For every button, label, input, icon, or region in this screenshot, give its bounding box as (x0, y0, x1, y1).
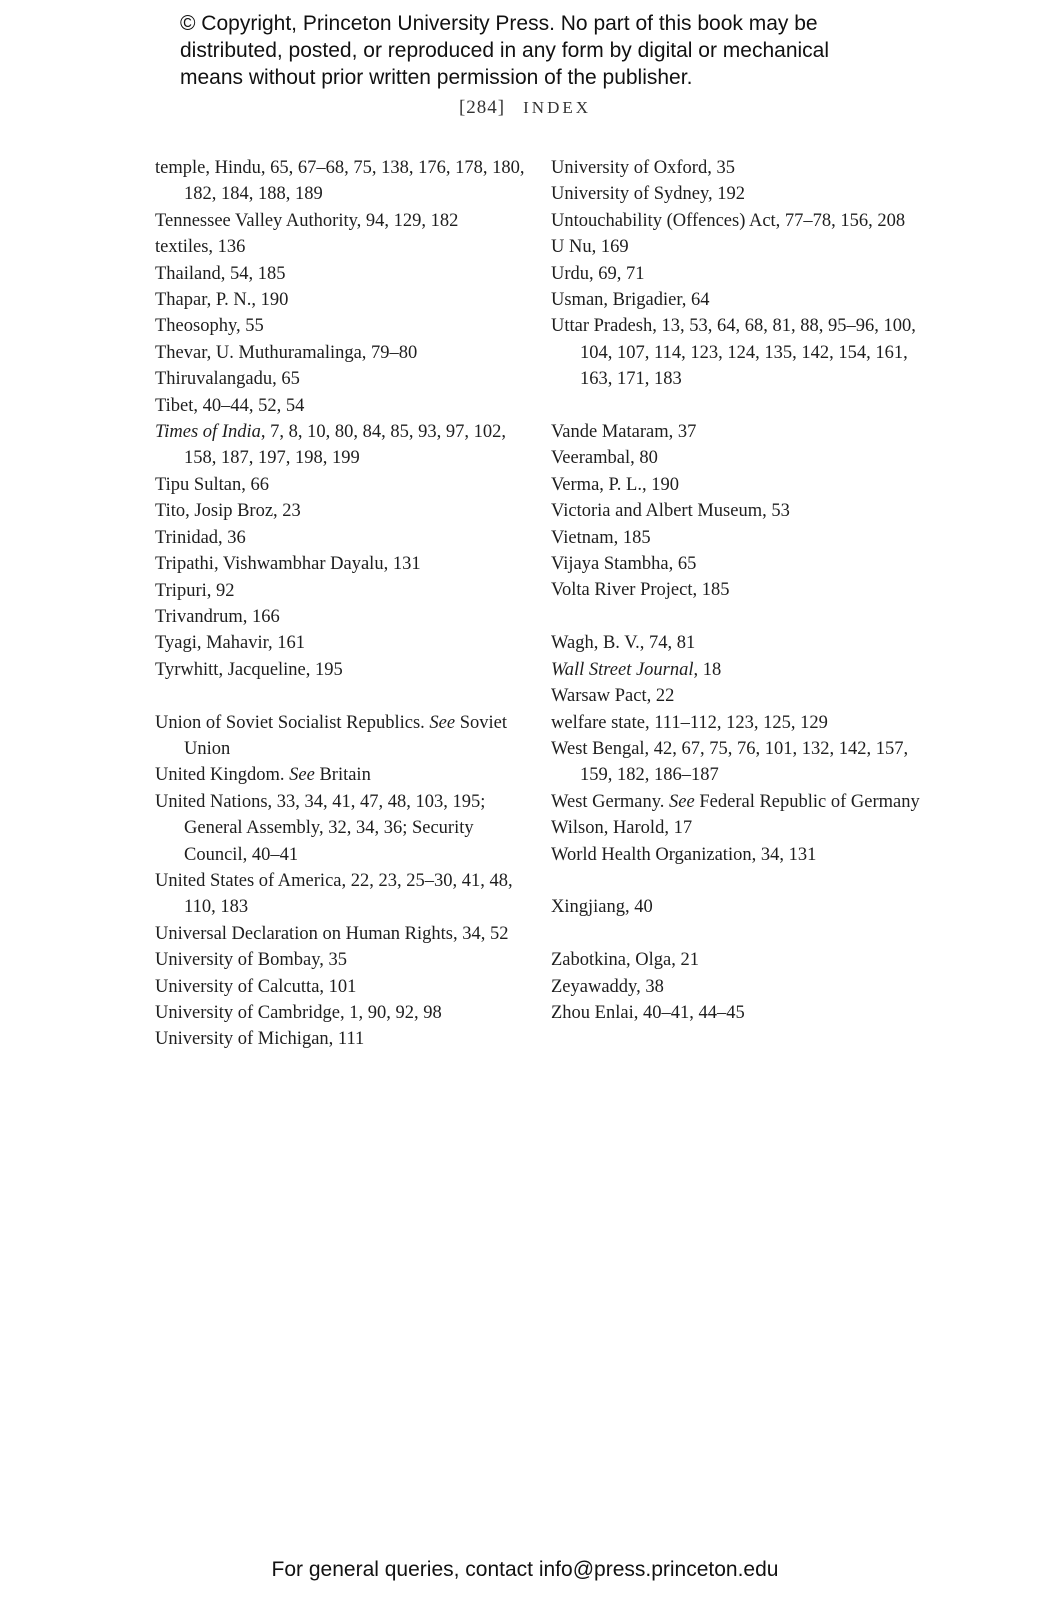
index-entry-text: Tennessee Valley Authority, 94, 129, 182 (155, 210, 459, 231)
index-entry-text: Zhou Enlai, 40–41, 44–45 (551, 1002, 745, 1023)
index-entry-text: Untouchability (Offences) Act, 77–78, 156, 208 (551, 210, 906, 231)
index-entry (155, 604, 525, 630)
index-entry-text: World Health Organization, 34, 131 (551, 844, 817, 865)
index-entry-text: University of Michigan, 111 (155, 1029, 365, 1050)
index-entry-text: U Nu, 169 (551, 237, 629, 258)
index-entry-text: Zeyawaddy, 38 (551, 976, 664, 997)
index-entry (551, 551, 921, 577)
index-entry-text: University of Oxford, 35 (551, 158, 735, 178)
index-entry (551, 1000, 921, 1026)
index-entry (155, 789, 525, 868)
index-entry-text: West Germany. (551, 791, 670, 812)
index-entry-text: University of Sydney, 192 (551, 184, 746, 205)
index-entry (155, 947, 525, 973)
index-entry (155, 551, 525, 577)
index-entry-text: Vietnam, 185 (551, 527, 651, 548)
copyright-line: © Copyright, Princeton University Press. No part of this book may be (180, 12, 818, 35)
index-entry-text: , 7, 8, 10, 80, 84, 85, 93, 97, 102, 158, 187, 197, 198, 199 (184, 422, 506, 469)
index-entry-text: Victoria and Albert Museum, 53 (551, 501, 790, 522)
copyright-notice (180, 10, 900, 91)
index-letter-gap (551, 393, 921, 419)
index-entry-text: Tripuri, 92 (155, 580, 235, 601)
index-entry (551, 234, 921, 260)
index-entry-text: , 18 (693, 659, 722, 680)
index-entry-text: University of Bombay, 35 (155, 950, 348, 971)
index-column-left (155, 155, 525, 1053)
copyright-line: distributed, posted, or reproduced in any form by digital or mechanical (180, 39, 830, 62)
index-entry (155, 1026, 525, 1052)
index-entry (155, 578, 525, 604)
index-letter-gap (551, 604, 921, 630)
index-see-target: Soviet Union (184, 712, 507, 759)
index-entry-text: Vande Mataram, 37 (551, 422, 697, 443)
index-entry (155, 525, 525, 551)
index-column-right (551, 155, 921, 1026)
index-entry-text: Zabotkina, Olga, 21 (551, 950, 699, 971)
index-see-target: Britain (314, 765, 371, 786)
index-entry (155, 657, 525, 683)
copyright-line: means without prior written permission of the publisher. (180, 66, 693, 89)
index-entry (155, 261, 525, 287)
index-see-reference: See (289, 765, 315, 786)
index-entry-text: University of Calcutta, 101 (155, 976, 357, 997)
index-entry-text: Uttar Pradesh, 13, 53, 64, 68, 81, 88, 95–96, 100, 104, 107, 114, 123, 124, 135, 142, 154, 161, 163, 171, 183 (551, 316, 916, 390)
index-entry (155, 393, 525, 419)
index-entry (551, 313, 921, 392)
index-entry (155, 208, 525, 234)
index-entry-text: Verma, P. L., 190 (551, 474, 679, 495)
index-entry-text: United Nations, 33, 34, 41, 47, 48, 103, 195; General Assembly, 32, 34, 36; Security Council, 40–41 (155, 791, 486, 865)
index-entry (551, 261, 921, 287)
index-entry (155, 762, 525, 788)
index-entry-text: Thailand, 54, 185 (155, 263, 286, 284)
index-entry-text: Wilson, Harold, 17 (551, 818, 693, 839)
index-entry (155, 340, 525, 366)
index-entry-title: Times of India (155, 422, 261, 443)
index-entry (155, 710, 525, 763)
index-entry (551, 789, 921, 815)
index-entry-text: United Kingdom. (155, 765, 290, 786)
index-entry (551, 683, 921, 709)
index-entry (155, 498, 525, 524)
index-entry (155, 1000, 525, 1026)
index-letter-gap (551, 868, 921, 894)
index-entry (551, 577, 921, 603)
index-letter-gap (551, 921, 921, 947)
index-entry (155, 630, 525, 656)
index-entry-text: temple, Hindu, 65, 67–68, 75, 138, 176, 178, 180, 182, 184, 188, 189 (155, 158, 525, 205)
index-entry-text: Veerambal, 80 (551, 448, 658, 469)
index-entry (155, 472, 525, 498)
index-entry (155, 287, 525, 313)
index-entry (551, 498, 921, 524)
index-entry (551, 181, 921, 207)
page-number: [284] (458, 97, 506, 118)
index-entry-text: Xingjiang, 40 (551, 897, 653, 918)
index-entry-text: Thevar, U. Muthuramalinga, 79–80 (155, 342, 418, 363)
index-entry (155, 868, 525, 921)
index-entry (551, 630, 921, 656)
index-entry (551, 208, 921, 234)
index-entry-text: Trivandrum, 166 (155, 606, 280, 627)
index-entry-text: Tripathi, Vishwambhar Dayalu, 131 (155, 554, 421, 575)
index-entry (551, 657, 921, 683)
index-see-reference: See (429, 712, 456, 733)
index-letter-gap (155, 683, 525, 709)
index-entry (551, 445, 921, 471)
index-entry (551, 842, 921, 868)
index-entry-text: Universal Declaration on Human Rights, 34, 52 (155, 923, 509, 944)
index-entry-text: Urdu, 69, 71 (551, 263, 645, 284)
index-entry (551, 736, 921, 789)
index-entry-text: Wagh, B. V., 74, 81 (551, 633, 696, 654)
index-entry-text: University of Cambridge, 1, 90, 92, 98 (155, 1002, 442, 1023)
index-entry (551, 155, 921, 181)
index-entry (155, 921, 525, 947)
index-entry-text: Tyagi, Mahavir, 161 (155, 633, 306, 654)
index-entry-text: Tipu Sultan, 66 (155, 474, 269, 495)
index-entry (551, 974, 921, 1000)
index-entry-text: welfare state, 111–112, 123, 125, 129 (551, 712, 828, 733)
index-entry-text: Usman, Brigadier, 64 (551, 290, 710, 311)
index-entry-text: United States of America, 22, 23, 25–30, 41, 48, 110, 183 (155, 870, 513, 918)
index-entry-text: Union of Soviet Socialist Republics. (155, 712, 430, 733)
index-entry (551, 419, 921, 445)
index-entry-text: Warsaw Pact, 22 (551, 686, 675, 707)
index-entry (551, 287, 921, 313)
section-title: INDEX (523, 98, 592, 117)
index-see-reference: See (669, 791, 695, 812)
index-entry-text: Tito, Josip Broz, 23 (155, 501, 301, 522)
index-entry (155, 313, 525, 339)
index-entry-text: Tyrwhitt, Jacqueline, 195 (155, 659, 343, 680)
index-entry (155, 234, 525, 260)
index-entry (551, 710, 921, 736)
index-entry (155, 974, 525, 1000)
index-entry (551, 894, 921, 920)
index-entry-text: Thapar, P. N., 190 (155, 290, 289, 311)
footer-contact: For general queries, contact info@press.princeton.edu (271, 1558, 779, 1581)
index-entry (155, 419, 525, 472)
index-entry-text: West Bengal, 42, 67, 75, 76, 101, 132, 142, 157, 159, 182, 186–187 (551, 738, 909, 786)
index-entry (551, 947, 921, 973)
index-entry (551, 815, 921, 841)
index-entry-text: Tibet, 40–44, 52, 54 (155, 395, 305, 416)
index-entry-text: Vijaya Stambha, 65 (551, 554, 697, 575)
index-see-target: Federal Republic of Germany (694, 791, 920, 812)
index-entry-text: textiles, 136 (155, 237, 246, 258)
index-entry-text: Theosophy, 55 (155, 316, 264, 337)
index-entry (551, 525, 921, 551)
index-entry-text: Thiruvalangadu, 65 (155, 369, 300, 390)
index-entry (155, 366, 525, 392)
running-head (0, 97, 1050, 119)
index-entry-text: Volta River Project, 185 (551, 580, 730, 601)
index-entry-title: Wall Street Journal (551, 659, 694, 680)
index-entry-text: Trinidad, 36 (155, 527, 246, 548)
index-entry (551, 472, 921, 498)
index-entry (155, 155, 525, 208)
